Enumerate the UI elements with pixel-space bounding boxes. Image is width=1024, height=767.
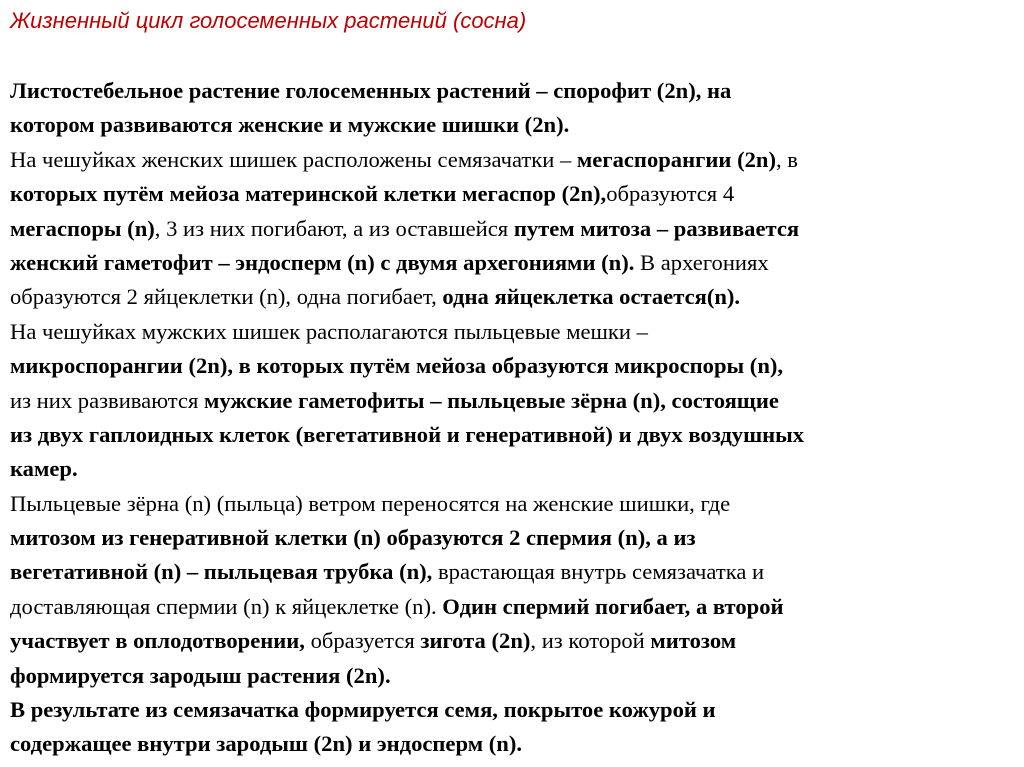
bold-text-segment: формируется зародыш растения (2n).: [10, 662, 391, 688]
bold-text-segment: , на: [695, 78, 732, 103]
text-line: [10, 659, 1014, 693]
text-line: [10, 143, 1014, 177]
text-segment: образуются 4: [606, 181, 735, 207]
text-line: [10, 108, 1014, 142]
text-line: [10, 418, 1014, 452]
text-line: [10, 280, 1014, 314]
text-line: [10, 487, 1014, 521]
bold-text-segment: зигота (2n): [420, 628, 531, 654]
text-line: [10, 590, 1014, 624]
text-line: [10, 74, 1014, 108]
bold-text-segment: микроспорангии (2n), в которых путём мейоза образуются микроспоры (n),: [10, 353, 784, 379]
text-line: [10, 693, 1014, 727]
bold-text-segment: из двух гаплоидных клеток (вегетативной и генеративной) и двух воздушных: [10, 421, 805, 447]
slide-title: Жизненный цикл голосеменных растений (сосна): [10, 8, 527, 33]
text-line: [10, 384, 1014, 418]
bold-text-segment: мегаспорангии (2n): [576, 146, 776, 172]
bold-text-segment: путем митоза – развивается: [513, 215, 800, 241]
bold-text-segment: котором развиваются женские и мужские шишки (2n).: [10, 112, 570, 138]
text-segment: , 3 из них погибают, а из оставшейся: [154, 215, 514, 241]
text-segment: из них развиваются: [10, 387, 204, 413]
text-segment: образуются 2 яйцеклетки (n), одна погибает,: [10, 284, 443, 310]
text-segment: В архегониях: [634, 249, 769, 275]
text-line: [10, 315, 1014, 349]
bold-text-segment: В результате из семязачатка формируется семя, покрытое кожурой и: [10, 697, 716, 723]
text-segment: образуется: [304, 628, 421, 654]
bold-text-segment: которых путём мейоза материнской клетки мегаспор (2n),: [10, 181, 607, 207]
text-segment: доставляющая спермии (n) к яйцеклетке (n).: [10, 593, 443, 619]
bold-text-segment: камер.: [10, 456, 78, 482]
text-line: [10, 177, 1014, 211]
bold-text-segment: вегетативной (n) – пыльцевая трубка (n),: [10, 559, 433, 585]
text-line: [10, 555, 1014, 589]
text-line: [10, 521, 1014, 555]
text-segment: врастающая внутрь семязачатка и: [432, 559, 765, 585]
bold-text-segment: митозом: [650, 628, 737, 654]
text-segment: , из которой: [530, 628, 651, 654]
slide-body-text: [10, 74, 1014, 762]
text-segment: На чешуйках мужских шишек располагаются пыльцевые мешки –: [10, 318, 648, 344]
bold-text-segment: участвует в оплодотворении,: [10, 628, 305, 654]
bold-text-segment: митозом из генеративной клетки (n) образуются 2 спермия (n), а из: [10, 525, 696, 551]
text-line: [10, 212, 1014, 246]
bold-text-segment: мужские гаметофиты – пыльцевые зёрна (n), состоящие: [204, 387, 779, 413]
text-line: [10, 624, 1014, 658]
text-segment: , в: [775, 146, 798, 172]
text-line: [10, 349, 1014, 383]
text-line: [10, 452, 1014, 486]
text-line: [10, 246, 1014, 280]
text-segment: На чешуйках женских шишек расположены семязачатки –: [10, 146, 577, 172]
bold-text-segment: мегаспоры (n): [10, 215, 155, 241]
bold-text-segment: Один спермий погибает, а второй: [442, 593, 784, 619]
bold-text-segment: содержащее внутри зародыш (2n) и эндосперм (n).: [10, 731, 522, 757]
text-segment: Пыльцевые зёрна (n) (пыльца) ветром переносятся на женские шишки, где: [10, 490, 731, 516]
bold-text-segment: Листостебельное растение голосеменных растений – спорофит (2n): [10, 78, 696, 103]
bold-text-segment: одна яйцеклетка остается(n).: [442, 284, 741, 310]
text-line: [10, 727, 1014, 761]
bold-text-segment: женский гаметофит – эндосперм (n) с двумя архегониями (n).: [10, 249, 635, 275]
